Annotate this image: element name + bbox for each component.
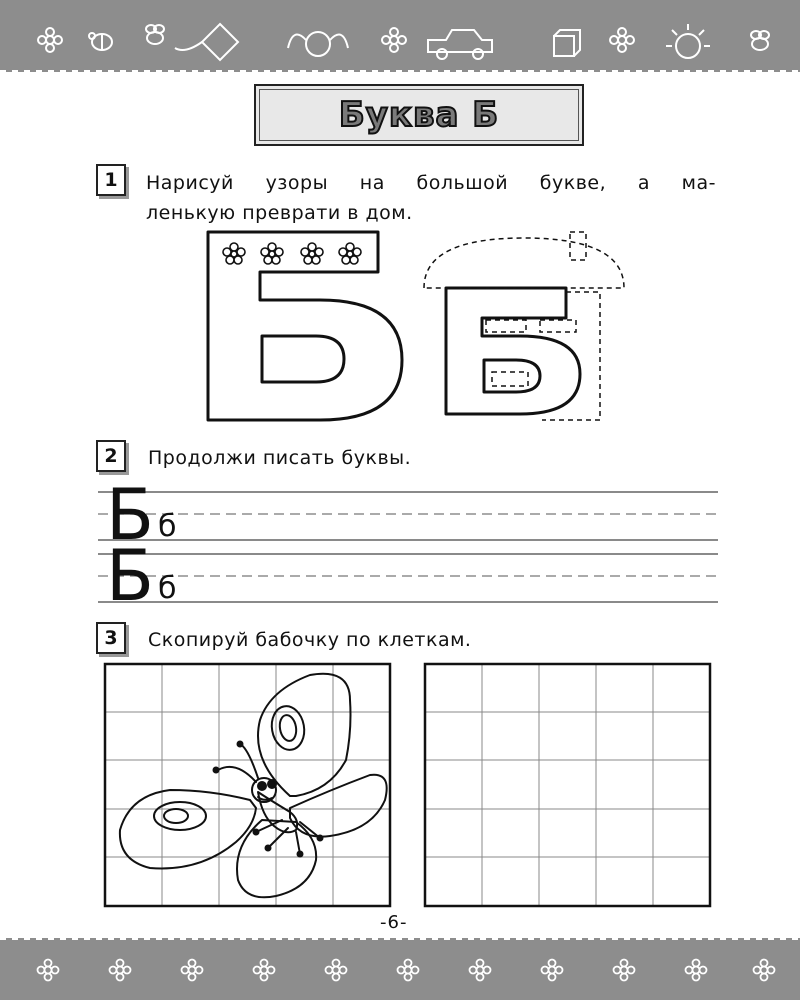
writing-sample-lower-1: б: [158, 509, 177, 544]
flower-icon: [182, 960, 203, 981]
flower-icon: [614, 960, 635, 981]
flower-icon: [38, 960, 59, 981]
task-3-text: Скопируй бабочку по клеткам.: [148, 629, 472, 651]
bottom-decor-flowers: [0, 938, 800, 1000]
task-1-text-line1: Нарисуй узоры на большой букве, а ма-: [146, 172, 716, 194]
task-number-1: 1: [96, 164, 126, 196]
flower-icon: [470, 960, 491, 981]
butterfly-drawing: [120, 674, 387, 898]
flower-icon: [110, 960, 131, 981]
page-number: -6-: [380, 912, 408, 933]
right-grid: [425, 664, 710, 906]
flower-icon: [326, 960, 347, 981]
page-title: Буква Б: [338, 95, 500, 135]
left-grid: [105, 664, 390, 906]
flower-icon: [754, 960, 775, 981]
flower-icon: [254, 960, 275, 981]
flower-icon: [398, 960, 419, 981]
task-2-text: Продолжи писать буквы.: [148, 447, 412, 469]
task-1-text-line2: ленькую преврати в дом.: [146, 202, 413, 224]
writing-sample-upper-1: Б: [106, 474, 155, 556]
flower-icon: [542, 960, 563, 981]
task-number-3: 3: [96, 622, 126, 654]
writing-sample-upper-2: Б: [106, 535, 155, 617]
bottom-decor-band: [0, 938, 800, 1000]
flower-icon: [686, 960, 707, 981]
task-number-2: 2: [96, 440, 126, 472]
writing-sample-lower-2: б: [158, 571, 177, 606]
